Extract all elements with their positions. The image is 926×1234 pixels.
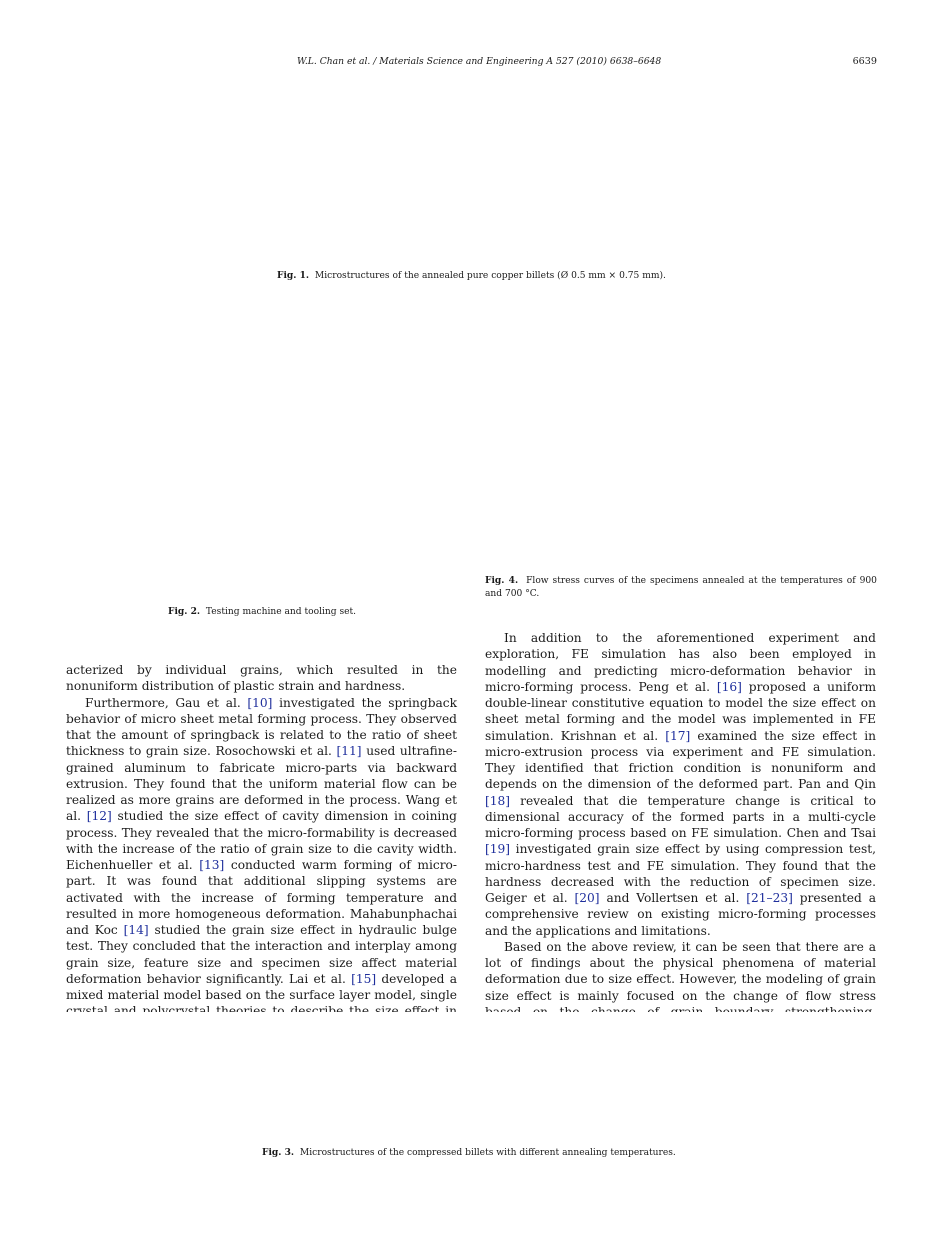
figure-1-image bbox=[66, 80, 876, 260]
citation-link-13[interactable]: [13] bbox=[199, 858, 225, 872]
figure-3-label: Fig. 3. bbox=[262, 1147, 295, 1158]
figure-2-label: Fig. 2. bbox=[168, 606, 201, 617]
figure-2-image bbox=[66, 295, 458, 595]
citation-link-18[interactable]: [18] bbox=[485, 793, 511, 808]
figure-3-image bbox=[66, 1012, 876, 1137]
citation-link-16[interactable]: [16] bbox=[716, 679, 742, 694]
figure-3-caption-text: Microstructures of the compressed billets with different annealing temperatures. bbox=[299, 1148, 676, 1158]
left-paragraph-2: Furthermore, Gau et al. [10] investigated the springback behavior of micro sheet metal forming process. They observed that the amount of springback is related to the ratio of sheet thickness to grain size. Rosochowski et al. [11] used ultrafine-grained aluminum to fabricate micro-parts via backward extrusion. They found that the uniform material flow can be realized as more grains are deformed in the process. Wang et al. [12] studied the size effect of cavity dimension in coining process. They revealed that the micro-formability is decreased with the increase of the ratio of grain size to die cavity width. Eichenhueller et al. [13] conducted warm forming of micro-part. It was found that additional slipping systems are activated with the increase of forming temperature and resulted in more homogeneous deformation. Mahabunphachai and Koc [14] studied the grain size effect in hydraulic bulge test. They concluded that the interaction and interplay among grain size, feature size and specimen size affect material deformation behavior significantly. Lai et al. [15] developed a mixed material model based on the surface layer model, single bbox=[66, 695, 458, 1002]
citation-link-10[interactable]: [10] bbox=[247, 695, 273, 710]
right-body-column bbox=[485, 630, 876, 1036]
citation-link-15[interactable]: [15] bbox=[351, 971, 377, 986]
figure-4-label: Fig. 4. bbox=[485, 575, 519, 586]
citation-link-21-23[interactable]: [21–23] bbox=[746, 891, 793, 905]
figure-4-caption bbox=[485, 574, 877, 601]
figure-2-caption-text: Testing machine and tooling set. bbox=[205, 607, 357, 617]
figure-4-image bbox=[485, 295, 877, 565]
figure-3-caption bbox=[262, 1146, 712, 1160]
right-paragraph-1: In addition to the aforementioned experiment and exploration, FE simulation has also been employed in modelling and predicting micro-deformation behavior in micro-forming process. Peng et al. [16] proposed a uniform double-linear constitutive equation to model the size effect on sheet metal forming and the model was implemented in FE simulation. Krishnan et al. [17] examined the size effect in micro-extrusion process via experiment and FE simulation. They identified that friction condition is nonuniform and depends on the dimension of the deformed part. Pan and Qin [18] revealed that die temperature change is critical to dimensional accuracy of the formed parts in a multi-cycle micro-forming process based on FE simulation. Chen and Tsai [19] investigated grain size effect by using compression test, micro-hardness test and FE simulation. They found that the hardness decreased with the reduction of specimen size. Geiger et al. [20] and Vollertsen et al. [21–23] presented a comprehensive review on existing micro-forming processes and the applications and limitations. bbox=[485, 631, 877, 938]
page-number: 6639 bbox=[852, 56, 877, 67]
figure-2-caption bbox=[168, 605, 388, 619]
right-paragraph-2: Based on the above review, it can be seen that there are a lot of findings about the physical phenomena of material deformation due to size effect. However, the modeling of grain size effect is mainly focused on the change of flow stress bbox=[485, 939, 876, 1003]
citation-link-19[interactable]: [19] bbox=[485, 842, 511, 857]
citation-link-12[interactable]: [12] bbox=[86, 809, 112, 824]
citation-link-14[interactable]: [14] bbox=[123, 923, 149, 937]
figure-1-label: Fig. 1. bbox=[277, 270, 310, 281]
figure-4-caption-text: Flow stress curves of the specimens annealed at the temperatures of 900 and 700 °C. bbox=[485, 576, 877, 599]
figure-1-caption-text: Microstructures of the annealed pure copper billets (Ø 0.5 mm × 0.75 mm). bbox=[314, 271, 666, 281]
citation-link-20[interactable]: [20] bbox=[574, 891, 600, 905]
left-body-column bbox=[66, 662, 457, 1036]
citation-link-11[interactable]: [11] bbox=[336, 744, 362, 759]
running-header-journal: W.L. Chan et al. / Materials Science and Engineering A 527 (2010) 6638–6648 bbox=[297, 56, 662, 67]
figure-1-caption bbox=[277, 269, 697, 283]
left-paragraph-1: acterized by individual grains, which resulted in the nonuniform distribution of plastic strain and hardness. bbox=[66, 663, 457, 694]
citation-link-17[interactable]: [17] bbox=[665, 728, 691, 743]
